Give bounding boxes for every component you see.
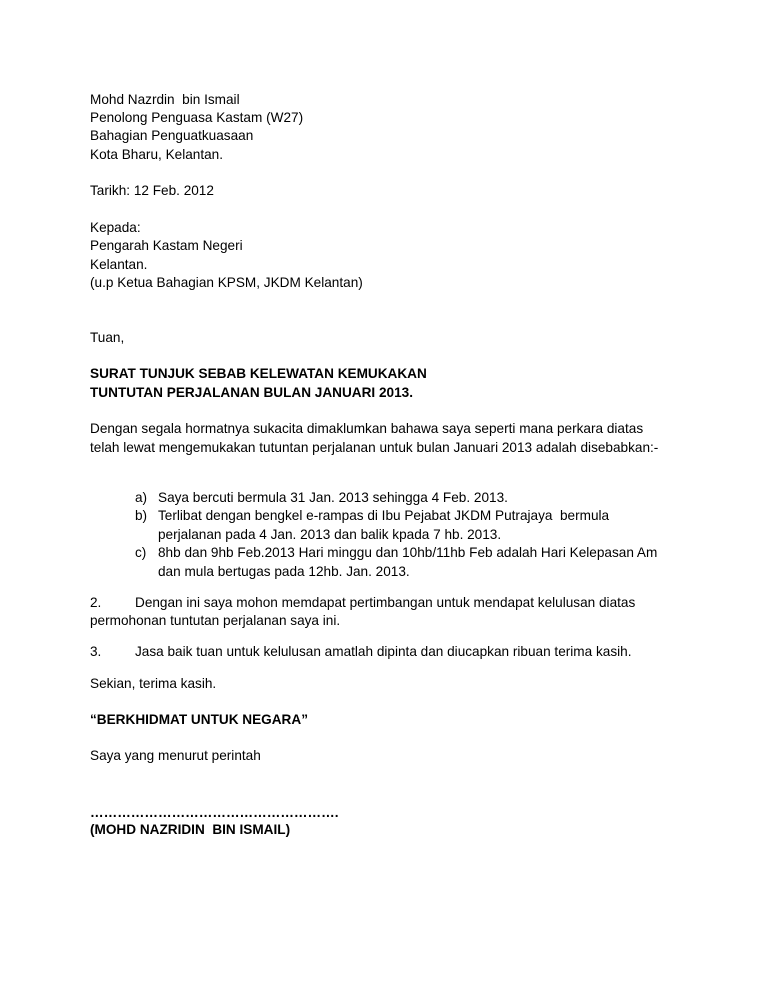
- recipient-line-2: Kelantan.: [90, 257, 148, 272]
- list-item: Terlibat dengan bengkel e-rampas di Ibu Pejabat JKDM Putrajaya bermula: [158, 508, 610, 523]
- subject-line-1: SURAT TUNJUK SEBAB KELEWATAN KEMUKAKAN: [90, 366, 427, 381]
- closing: Sekian, terima kasih.: [90, 676, 217, 691]
- motto: “BERKHIDMAT UNTUK NEGARA”: [90, 712, 308, 727]
- list-item-continuation: perjalanan pada 4 Jan. 2013 dan balik kpada 7 hb. 2013.: [158, 527, 502, 542]
- sender-city: Kota Bharu, Kelantan.: [90, 147, 224, 162]
- signoff: Saya yang menurut perintah: [90, 748, 261, 763]
- salutation: Tuan,: [90, 330, 125, 345]
- list-item: Saya bercuti bermula 31 Jan. 2013 sehingga 4 Feb. 2013.: [158, 490, 508, 505]
- recipient-attention: (u.p Ketua Bahagian KPSM, JKDM Kelantan): [90, 275, 363, 290]
- paragraph-2-line-1: Dengan ini saya mohon memdapat pertimbangan untuk mendapat kelulusan diatas: [135, 595, 636, 610]
- subject-line-2: TUNTUTAN PERJALANAN BULAN JANUARI 2013.: [90, 385, 414, 400]
- list-item-marker: c): [135, 545, 147, 560]
- list-item-marker: a): [135, 490, 148, 505]
- sender-name: Mohd Nazrdin bin Ismail: [90, 92, 240, 107]
- paragraph-2-number: 2.: [90, 595, 102, 610]
- sender-department: Bahagian Penguatkuasaan: [90, 128, 254, 143]
- list-item-continuation: dan mula bertugas pada 12hb. Jan. 2013.: [158, 564, 410, 579]
- paragraph-3-line-1: Jasa baik tuan untuk kelulusan amatlah dipinta dan diucapkan ribuan terima kasih.: [135, 644, 632, 659]
- recipient-label: Kepada:: [90, 220, 141, 235]
- intro-line-2: telah lewat mengemukakan tutuntan perjalanan untuk bulan Januari 2013 adalah disebabkan:-: [90, 440, 659, 455]
- recipient-line-1: Pengarah Kastam Negeri: [90, 238, 243, 253]
- list-item-marker: b): [135, 508, 148, 523]
- signature-name: (MOHD NAZRIDIN BIN ISMAIL): [90, 822, 291, 837]
- intro-line-1: Dengan segala hormatnya sukacita dimaklumkan bahawa saya seperti mana perkara diatas: [90, 421, 644, 436]
- list-item: 8hb dan 9hb Feb.2013 Hari minggu dan 10hb/11hb Feb adalah Hari Kelepasan Am: [158, 545, 658, 560]
- paragraph-2-line-2: permohonan tuntutan perjalanan saya ini.: [90, 613, 341, 628]
- paragraph-3-number: 3.: [90, 644, 102, 659]
- signature-line: ……………………………………………….: [90, 805, 339, 820]
- letter-date: Tarikh: 12 Feb. 2012: [90, 183, 214, 198]
- sender-position: Penolong Penguasa Kastam (W27): [90, 110, 304, 125]
